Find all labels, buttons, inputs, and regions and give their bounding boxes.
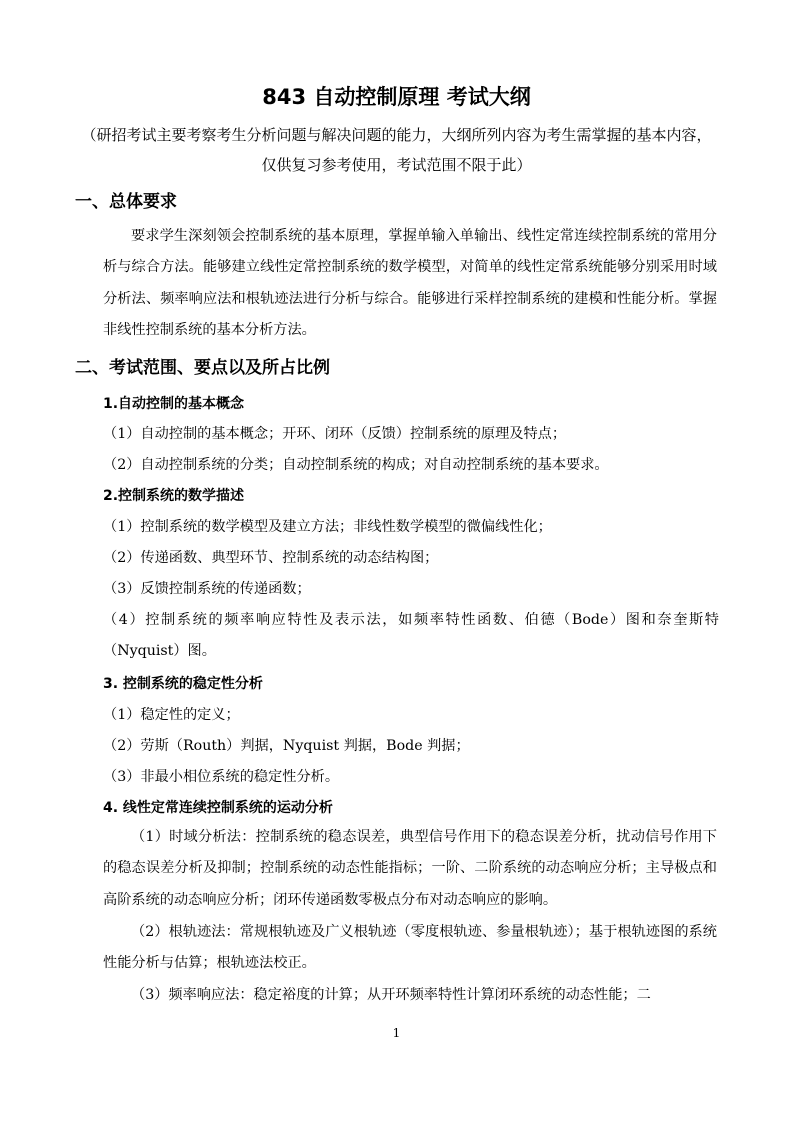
sub3-heading: 3. 控制系统的稳定性分析 <box>103 676 263 692</box>
list-item: （3）非最小相位系统的稳定性分析。 <box>103 769 340 785</box>
section1-heading: 一、总体要求 <box>75 192 177 212</box>
sub2-heading: 2.控制系统的数学描述 <box>103 488 245 504</box>
sub4-heading: 4. 线性定常连续控制系统的运动分析 <box>103 800 333 816</box>
list-item: （2）传递函数、典型环节、控制系统的动态结构图； <box>103 550 439 566</box>
sub4-item-time-domain: （1）时域分析法：控制系统的稳态误差，典型信号作用下的稳态误差分析，扰动信号作用下的稳态误差分析及抑制；控制系统的动态性能指标；一阶、二阶系统的动态响应分析；主导极点和高阶系统的动态响应分析；闭环传递函数零极点分布对动态响应的影响。 <box>103 829 717 908</box>
list-item: （2）劳斯（Routh）判据，Nyquist 判据，Bode 判据； <box>103 738 470 754</box>
sub4-item-frequency: （3）频率响应法：稳定裕度的计算；从开环频率特性计算闭环系统的动态性能；二 <box>131 987 651 1003</box>
list-item: （1）自动控制的基本概念；开环、闭环（反馈）控制系统的原理及特点； <box>103 426 567 442</box>
list-item: （2）自动控制系统的分类；自动控制系统的构成；对自动控制系统的基本要求。 <box>103 457 609 473</box>
list-item: （4）控制系统的频率响应特性及表示法，如频率特性函数、伯德（Bode）图和奈奎斯特（Nyquist）图。 <box>103 612 719 659</box>
sub4-item-root-locus: （2）根轨迹法：常规根轨迹及广义根轨迹（零度根轨迹、参量根轨迹）；基于根轨迹图的系统性能分析与估算；根轨迹法校正。 <box>103 924 717 972</box>
list-item: （3）反馈控制系统的传递函数； <box>103 581 311 597</box>
document-subtitle: （研招考试主要考察考生分析问题与解决问题的能力，大纲所列内容为考生需掌握的基本内容，仅供复习参考使用，考试范围不限于此） <box>81 126 712 174</box>
sub1-heading: 1.自动控制的基本概念 <box>103 396 245 412</box>
document-title: 843 自动控制原理 考试大纲 <box>262 85 531 109</box>
page-number: 1 <box>392 1026 401 1040</box>
section1-body: 要求学生深刻领会控制系统的基本原理，掌握单输入单输出、线性定常连续控制系统的常用分析与综合方法。能够建立线性定常控制系统的数学模型，对简单的线性定常系统能够分别采用时域分析法、频率响应法和根轨迹法进行分析与综合。能够进行采样控制系统的建模和性能分析。掌握非线性控制系统的基本分析方法。 <box>103 228 717 338</box>
section2-heading: 二、考试范围、要点以及所占比例 <box>75 358 330 378</box>
list-item: （1）控制系统的数学模型及建立方法；非线性数学模型的微偏线性化； <box>103 519 552 535</box>
list-item: （1）稳定性的定义； <box>103 707 240 723</box>
